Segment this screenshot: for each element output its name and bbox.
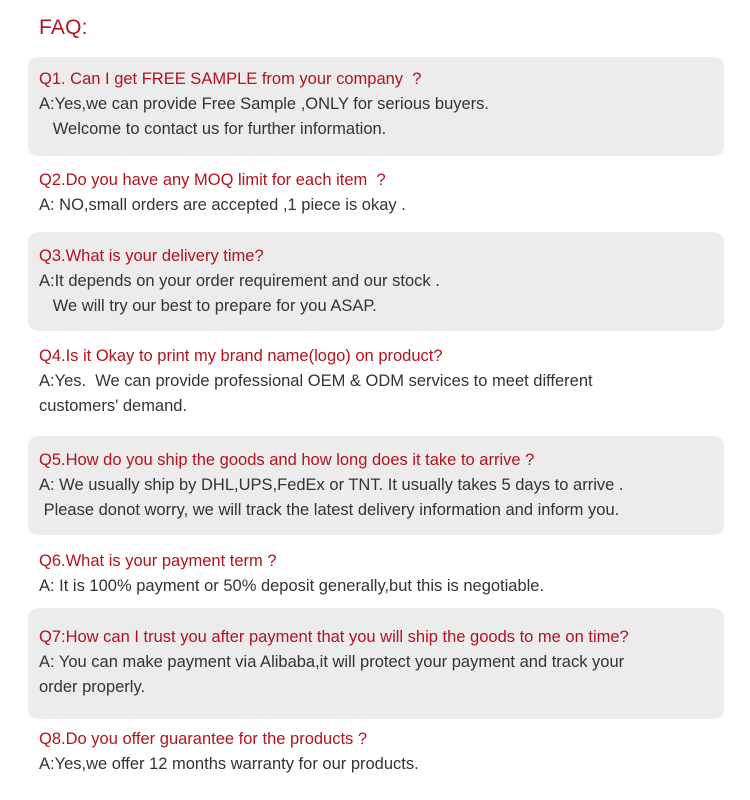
faq-item-5 xyxy=(28,436,724,535)
faq-heading: FAQ: xyxy=(39,16,88,39)
faq-answer-line: Please donot worry, we will track the latest delivery information and inform you. xyxy=(39,501,620,519)
faq-item-2 xyxy=(28,168,724,218)
faq-item-3 xyxy=(28,232,724,331)
faq-question: Q1. Can I get FREE SAMPLE from your company ? xyxy=(39,70,422,88)
faq-question: Q4.Is it Okay to print my brand name(logo) on product? xyxy=(39,347,443,365)
faq-answer-line: A:Yes,we can provide Free Sample ,ONLY for serious buyers. xyxy=(39,95,489,113)
faq-answer-line: A:Yes. We can provide professional OEM & ODM services to meet different xyxy=(39,372,593,390)
faq-question: Q8.Do you offer guarantee for the products ? xyxy=(39,730,368,748)
faq-answer-line: customers' demand. xyxy=(39,397,188,415)
faq-answer-line: A:Yes,we offer 12 months warranty for our products. xyxy=(39,755,419,773)
faq-answer-line: Welcome to contact us for further information. xyxy=(39,120,387,138)
faq-question: Q5.How do you ship the goods and how long does it take to arrive ? xyxy=(39,451,535,469)
faq-answer-line: A: NO,small orders are accepted ,1 piece is okay . xyxy=(39,196,406,214)
faq-answer-line: A: We usually ship by DHL,UPS,FedEx or TNT. It usually takes 5 days to arrive . xyxy=(39,476,624,494)
faq-item-8 xyxy=(28,727,724,777)
faq-question: Q6.What is your payment term ? xyxy=(39,552,277,570)
faq-item-4 xyxy=(28,344,724,419)
faq-answer-line: A:It depends on your order requirement and our stock . xyxy=(39,272,440,290)
faq-question: Q3.What is your delivery time? xyxy=(39,247,264,265)
faq-answer-line: order properly. xyxy=(39,678,146,696)
faq-item-1 xyxy=(28,57,724,156)
faq-item-7 xyxy=(28,608,724,719)
faq-question: Q7:How can I trust you after payment that you will ship the goods to me on time? xyxy=(39,628,629,646)
faq-question: Q2.Do you have any MOQ limit for each item ? xyxy=(39,171,386,189)
faq-answer-line: A: It is 100% payment or 50% deposit generally,but this is negotiable. xyxy=(39,577,545,595)
faq-answer-line: A: You can make payment via Alibaba,it will protect your payment and track your xyxy=(39,653,625,671)
faq-answer-line: We will try our best to prepare for you ASAP. xyxy=(39,297,377,315)
faq-item-6 xyxy=(28,549,724,599)
